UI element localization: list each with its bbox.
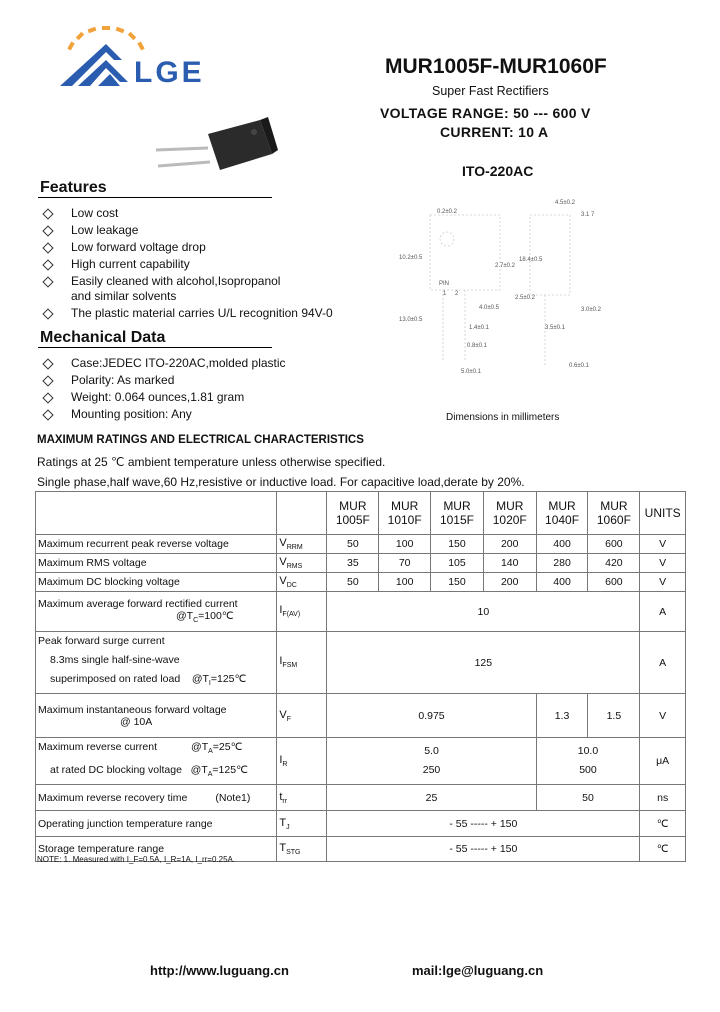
value-cell: 125 — [327, 632, 640, 694]
brand-name: LGE — [134, 56, 205, 89]
ratings-heading: MAXIMUM RATINGS AND ELECTRICAL CHARACTERISTICS — [37, 434, 364, 446]
mechanical-divider — [38, 347, 272, 348]
value-cell: 200 — [483, 573, 536, 592]
diamond-bullet-icon — [42, 409, 53, 420]
table-row — [36, 632, 686, 694]
list-item: Weight: 0.064 ounces,1.81 gram — [44, 390, 364, 407]
symbol-cell: $T_J$ — [277, 811, 327, 837]
param-label: Maximum DC blocking voltage — [36, 573, 277, 592]
diamond-bullet-icon — [42, 392, 53, 403]
dimension-drawing — [395, 195, 610, 385]
value-cell: 280 — [536, 554, 588, 573]
value-cell: 50 — [327, 535, 379, 554]
unit-cell: V — [640, 694, 686, 738]
model-header: MUR 1010F — [379, 492, 431, 535]
table-row — [36, 738, 686, 785]
diamond-bullet-icon — [42, 308, 53, 319]
value-cell: 1.3 — [536, 694, 588, 738]
unit-cell: ℃ — [640, 837, 686, 862]
value-cell: 25 — [327, 785, 536, 811]
dimension-label: 2.7±0.2 — [495, 263, 515, 269]
value-cell: 50 — [327, 573, 379, 592]
unit-cell: V — [640, 573, 686, 592]
table-row — [36, 592, 686, 632]
value-cell: 0.975 — [327, 694, 536, 738]
param-label: Maximum reverse recovery time (Note1) — [36, 785, 277, 811]
symbol-cell: $I_{FSM}$ — [277, 632, 327, 694]
value-cell: 35 — [327, 554, 379, 573]
logo-icon — [58, 22, 238, 94]
model-header: MUR 1005F — [327, 492, 379, 535]
unit-cell: ns — [640, 785, 686, 811]
value-cell: 150 — [431, 535, 484, 554]
email-link[interactable]: mail:lge@luguang.cn — [412, 963, 544, 978]
param-label: Maximum reverse current $@T_A=25℃$ at rated DC blocking voltage $@T_A=125℃$ — [36, 738, 277, 785]
unit-cell: V — [640, 535, 686, 554]
symbol-cell: $V_F$ — [277, 694, 327, 738]
dimension-label: 4.5±0.2 — [555, 200, 575, 206]
list-item: Low cost — [44, 206, 364, 223]
value-cell: 50 — [536, 785, 640, 811]
dimension-label: 3.0±0.2 — [581, 307, 601, 313]
dimension-label: 4.0±0.5 — [479, 305, 499, 311]
table-row — [36, 811, 686, 837]
value-cell: 10 — [327, 592, 640, 632]
ratings-note: Ratings at 25 ℃ ambient temperature unless otherwise specified. — [37, 455, 386, 469]
diamond-bullet-icon — [42, 375, 53, 386]
value-cell: - 55 ----- + 150 — [327, 837, 640, 862]
symbol-cell: $t_{rr}$ — [277, 785, 327, 811]
unit-cell: ℃ — [640, 811, 686, 837]
table-header-row — [36, 492, 686, 535]
dimension-label: 13.0±0.5 — [399, 317, 423, 323]
param-label: Maximum instantaneous forward voltage @ 10A — [36, 694, 277, 738]
value-cell: 400 — [536, 535, 588, 554]
table-row — [36, 694, 686, 738]
param-label: Maximum average forward rectified current $@T_C=100℃$ — [36, 592, 277, 632]
units-header: UNITS — [640, 492, 686, 535]
dimension-label: 18.4±0.5 — [519, 257, 543, 263]
unit-cell: A — [640, 592, 686, 632]
value-cell: - 55 ----- + 150 — [327, 811, 640, 837]
param-label: Maximum recurrent peak reverse voltage — [36, 535, 277, 554]
value-cell: 400 — [536, 573, 588, 592]
mechanical-list — [44, 356, 364, 424]
value-cell: 140 — [483, 554, 536, 573]
dimension-label: 0.2±0.2 — [437, 209, 457, 215]
dimension-label: 3.5±0.1 — [545, 325, 565, 331]
diamond-bullet-icon — [42, 276, 53, 287]
param-label: Storage temperature range — [36, 837, 277, 862]
dimension-label: 3.1 7 — [581, 212, 595, 218]
dimension-label: 0.8±0.1 — [467, 343, 487, 349]
page-title: MUR1005F-MUR1060F — [385, 55, 607, 78]
list-item: Mounting position: Any — [44, 407, 364, 424]
model-header: MUR 1040F — [536, 492, 588, 535]
diamond-bullet-icon — [42, 259, 53, 270]
param-label: Operating junction temperature range — [36, 811, 277, 837]
diamond-bullet-icon — [42, 242, 53, 253]
unit-cell: V — [640, 554, 686, 573]
list-item: Case:JEDEC ITO-220AC,molded plastic — [44, 356, 364, 373]
features-heading: Features — [40, 179, 107, 196]
brand-logo — [58, 22, 238, 94]
diamond-bullet-icon — [42, 208, 53, 219]
unit-cell: A — [640, 632, 686, 694]
dimension-label: 2.5±0.2 — [515, 295, 535, 301]
param-label: Peak forward surge current 8.3ms single half-sine-wave superimposed on rated load $@T_I=125℃$ — [36, 632, 277, 694]
dimension-label: 5.0±0.1 — [461, 369, 481, 375]
symbol-cell: $V_{RMS}$ — [277, 554, 327, 573]
value-cell: 600 — [588, 535, 640, 554]
list-item: Low leakage — [44, 223, 364, 240]
value-cell: 150 — [431, 573, 484, 592]
symbol-cell: $V_{RRM}$ — [277, 535, 327, 554]
model-header: MUR 1020F — [483, 492, 536, 535]
dimension-label: 10.2±0.5 — [399, 255, 423, 261]
ratings-table — [35, 491, 686, 862]
param-label: Maximum RMS voltage — [36, 554, 277, 573]
dimension-label: 1 — [443, 291, 447, 297]
table-row — [36, 573, 686, 592]
unit-cell: μA — [640, 738, 686, 785]
features-list — [44, 206, 364, 323]
diamond-bullet-icon — [42, 358, 53, 369]
value-cell: 105 — [431, 554, 484, 573]
table-cell — [277, 492, 327, 535]
dimension-label: PIN — [439, 281, 450, 287]
value-cell: 100 — [379, 535, 431, 554]
dimension-label: 2 — [455, 291, 459, 297]
mechanical-heading: Mechanical Data — [40, 329, 166, 346]
footnote: NOTE: 1. Measured with I_F=0.5A, I_R=1A, I_rr=0.25A. — [37, 855, 236, 864]
ratings-note: Single phase,half wave,60 Hz,resistive or inductive load. For capacitive load,derate by 20%. — [37, 475, 525, 489]
table-row — [36, 535, 686, 554]
model-header: MUR 1015F — [431, 492, 484, 535]
package-name: ITO-220AC — [462, 163, 534, 179]
value-cell: 420 — [588, 554, 640, 573]
value-cell: 1.5 — [588, 694, 640, 738]
symbol-cell: $I_{F(AV)}$ — [277, 592, 327, 632]
symbol-cell: $T_{STG}$ — [277, 837, 327, 862]
value-cell: 200 — [483, 535, 536, 554]
list-item: The plastic material carries U/L recognition 94V-0 — [44, 306, 364, 323]
dimension-label: 1.4±0.1 — [469, 325, 489, 331]
table-row — [36, 554, 686, 573]
symbol-cell: $I_R$ — [277, 738, 327, 785]
features-divider — [38, 197, 272, 198]
symbol-cell: $V_{DC}$ — [277, 573, 327, 592]
voltage-range: VOLTAGE RANGE: 50 --- 600 V — [380, 105, 591, 121]
dimension-label: 0.6±0.1 — [569, 363, 589, 369]
list-item: Polarity: As marked — [44, 373, 364, 390]
value-cell: 600 — [588, 573, 640, 592]
list-item: Low forward voltage drop — [44, 240, 364, 257]
list-item: Easily cleaned with alcohol,Isopropanol — [44, 274, 364, 289]
list-item: and similar solvents — [71, 289, 177, 303]
diagram-caption: Dimensions in millimeters — [446, 412, 560, 423]
page-subtitle: Super Fast Rectifiers — [432, 84, 549, 98]
value-cell: 10.0 500 — [536, 738, 640, 785]
table-row — [36, 785, 686, 811]
model-header: MUR 1060F — [588, 492, 640, 535]
website-link[interactable]: http://www.luguang.cn — [150, 963, 289, 978]
diamond-bullet-icon — [42, 225, 53, 236]
table-cell — [36, 492, 277, 535]
value-cell: 5.0 250 — [327, 738, 536, 785]
component-photo — [150, 112, 280, 182]
value-cell: 70 — [379, 554, 431, 573]
current-rating: CURRENT: 10 A — [440, 124, 549, 140]
list-item: High current capability — [44, 257, 364, 274]
value-cell: 100 — [379, 573, 431, 592]
